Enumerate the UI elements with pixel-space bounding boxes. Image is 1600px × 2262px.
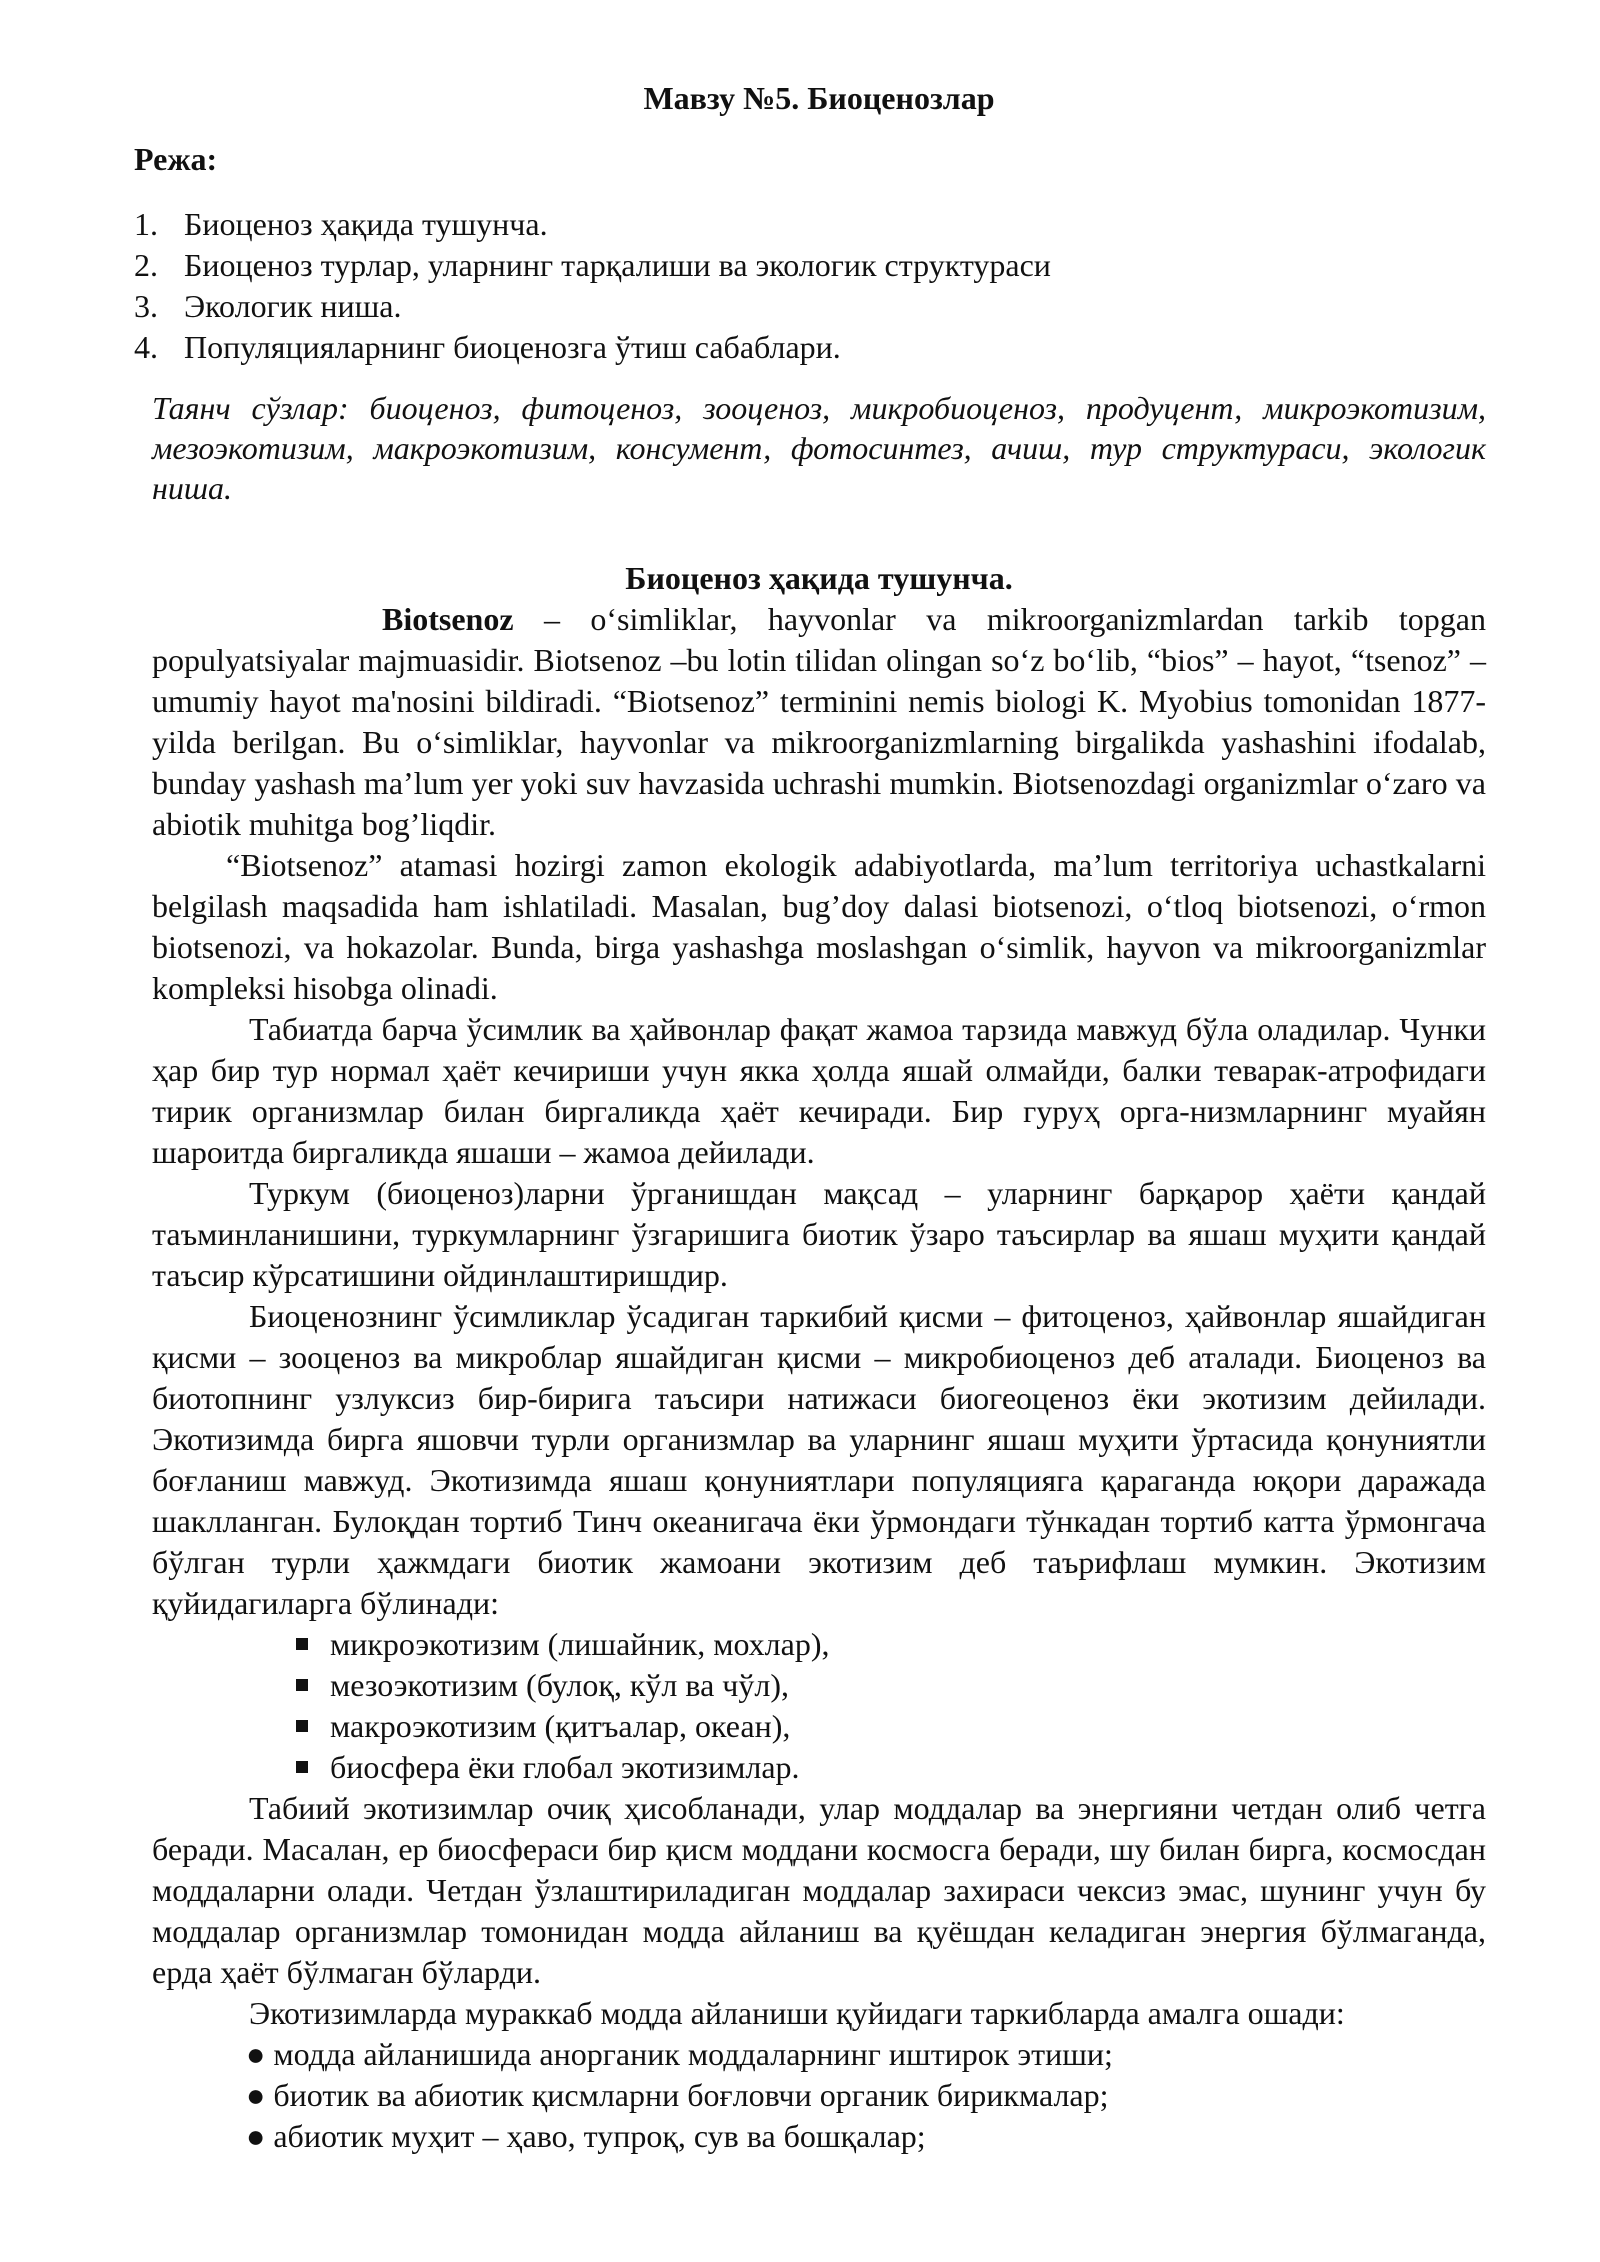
list-item-text: мезоэкотизим (булоқ, кўл ва чўл), [330, 1667, 789, 1703]
paragraph-biotsenoz-definition [152, 599, 1486, 845]
section-title: Биоценоз ҳақида тушунча. [625, 560, 1013, 596]
paragraph-ecosystem: Биоценознинг ўсимликлар ўсадиган таркибий қисми – фитоценоз, ҳайвонлар яшайдиган қисми – зооценоз ва микроблар яшайдиган қисми – микробиоценоз деб аталади. Биоценоз ва биотопнинг узлуксиз бир-бирига таъсири натижаси биогеоценоз ёки экотизим дейилади. Экотизимда бирга яшовчи турли организмлар ва уларнинг яшаш муҳити ўртасида қонуниятли боғланиш мавжуд. Экотизимда яшаш қонуниятлари популяцияга қараганда юқори даражада шаклланган. Булоқдан тортиб Тинч океанигача ёки ўрмондаги тўнкадан тортиб катта ўрмонгача бўлган турли ҳажмдаги биотик жамоани экотизим деб таърифлаш мумкин. Экотизим қуйидагиларга бўлинади: [152, 1298, 1486, 1621]
list-item: ● биотик ва абиотик қисмларни боғловчи органик бирикмалар; [246, 2077, 1109, 2113]
list-item [296, 1706, 1486, 1747]
list-item-text: макроэкотизим (қитъалар, океан), [330, 1708, 791, 1744]
plan-label: Режа: [134, 141, 218, 177]
paragraph-study-purpose: Туркум (биоценоз)ларни ўрганишдан мақсад – уларнинг барқарор ҳаёти қандай таъминланишини, туркумларнинг ўзгаришига биотик ўзаро таъсирлар ва яшаш муҳити қандай таъсир кўрсатишини ойдинлаштиришдир. [152, 1175, 1486, 1293]
plan-item [134, 286, 1486, 327]
list-item [296, 1624, 1486, 1665]
plan-item-text: Экологик ниша. [184, 288, 402, 324]
plan-item-text: Биоценоз ҳақида тушунча. [184, 206, 548, 242]
paragraph-open-ecosystems: Табиий экотизимлар очиқ ҳисобланади, улар моддалар ва энергияни четдан олиб четга беради. Масалан, ер биосфераси бир қисм моддани космосга беради, шу билан бирга, космосдан моддаларни олади. Четдан ўзлаштириладиган моддалар захираси чексиз эмас, шунинг учун бу моддалар организмлар томонидан модда айланиш ва қуёшдан келадиган энергия бўлмаганда, ерда ҳаёт бўлмаган бўларди. [152, 1790, 1486, 1990]
plan-item-number: 3. [134, 288, 158, 324]
plan-item [134, 245, 1486, 286]
plan-item-text: Биоценоз турлар, уларнинг тарқалиши ва экологик структураси [184, 247, 1051, 283]
matter-cycle-list [152, 2034, 1486, 2157]
term-biotsenoz: Biotsenoz [382, 601, 514, 637]
list-item [296, 1747, 1486, 1788]
list-item: ● абиотик муҳит – ҳаво, тупроқ, сув ва бошқалар; [246, 2118, 926, 2154]
document-title: Мавзу №5. Биоценозлар [643, 80, 995, 116]
paragraph-matter-cycle: Экотизимларда мураккаб модда айланиши қуйидаги таркибларда амалга ошади: [249, 1995, 1345, 2031]
plan-item-number: 2. [134, 247, 158, 283]
square-bullet-icon [296, 1720, 308, 1732]
plan-list [134, 204, 1486, 368]
plan-item-number: 1. [134, 206, 158, 242]
plan-item-text: Популяцияларнинг биоценозга ўтиш сабаблари. [184, 329, 841, 365]
ecosystem-types-list [152, 1624, 1486, 1788]
document-content [134, 78, 1486, 2157]
plan-item [134, 204, 1486, 245]
plan-item [134, 327, 1486, 368]
square-bullet-icon [296, 1679, 308, 1691]
paragraph-biotsenoz-term-usage: “Biotsenoz” atamasi hozirgi zamon ekologik adabiyotlarda, ma’lum territoriya uchastkalarni belgilash maqsadida ham ishlatiladi. Masalan, bug’doy dalasi biotsenozi, o‘tloq biotsenozi, o‘rmon biotsenozi, va hokazolar. Bunda, birga yashashga moslashgan o‘simlik, hayvon va mikroorganizmlar kompleksi hisobga olinadi. [152, 847, 1486, 1006]
paragraph-text: – o‘simliklar, hayvonlar va mikroorganizmlardan tarkib topgan populyatsiyalar majmuasidir. Biotsenoz –bu lotin tilidan olingan so‘z bo‘lib, “bios” – hayot, “tsenoz” – umumiy hayot ma'nosini bildiradi. “Biotsenoz” terminini nemis biologi K. Myobius tomonidan 1877-yilda berilgan. Bu o‘simliklar, hayvonlar va mikroorganizmlarning birgalikda yashashini ifodalab, bunday yashash ma’lum yer yoki suv havzasida uchrashi mumkin. Biotsenozdagi organizmlar o‘zaro va abiotik muhitga bog’liqdir. [152, 601, 1486, 842]
keywords-paragraph: Таянч сўзлар: биоценоз, фитоценоз, зооценоз, микробиоценоз, продуцент, микроэкотизим, мезоэкотизим, макроэкотизим, консумент, фотосинтез, ачиш, тур структураси, экологик ниша. [152, 390, 1486, 506]
square-bullet-icon [296, 1638, 308, 1650]
plan-item-number: 4. [134, 329, 158, 365]
list-item-text: биосфера ёки глобал экотизимлар. [330, 1749, 800, 1785]
list-item: ● модда айланишида анорганик моддаларнинг иштирок этиши; [246, 2036, 1113, 2072]
square-bullet-icon [296, 1761, 308, 1773]
list-item [296, 1665, 1486, 1706]
list-item-text: микроэкотизим (лишайник, мохлар), [330, 1626, 830, 1662]
paragraph-community: Табиатда барча ўсимлик ва ҳайвонлар фақат жамоа тарзида мавжуд бўла оладилар. Чунки ҳар бир тур нормал ҳаёт кечириши учун якка ҳолда яшай олмайди, балки теварак-атрофидаги тирик организмлар билан биргаликда ҳаёт кечиради. Бир гуруҳ орга-низмларнинг муайян шароитда биргаликда яшаши – жамоа дейилади. [152, 1011, 1486, 1170]
